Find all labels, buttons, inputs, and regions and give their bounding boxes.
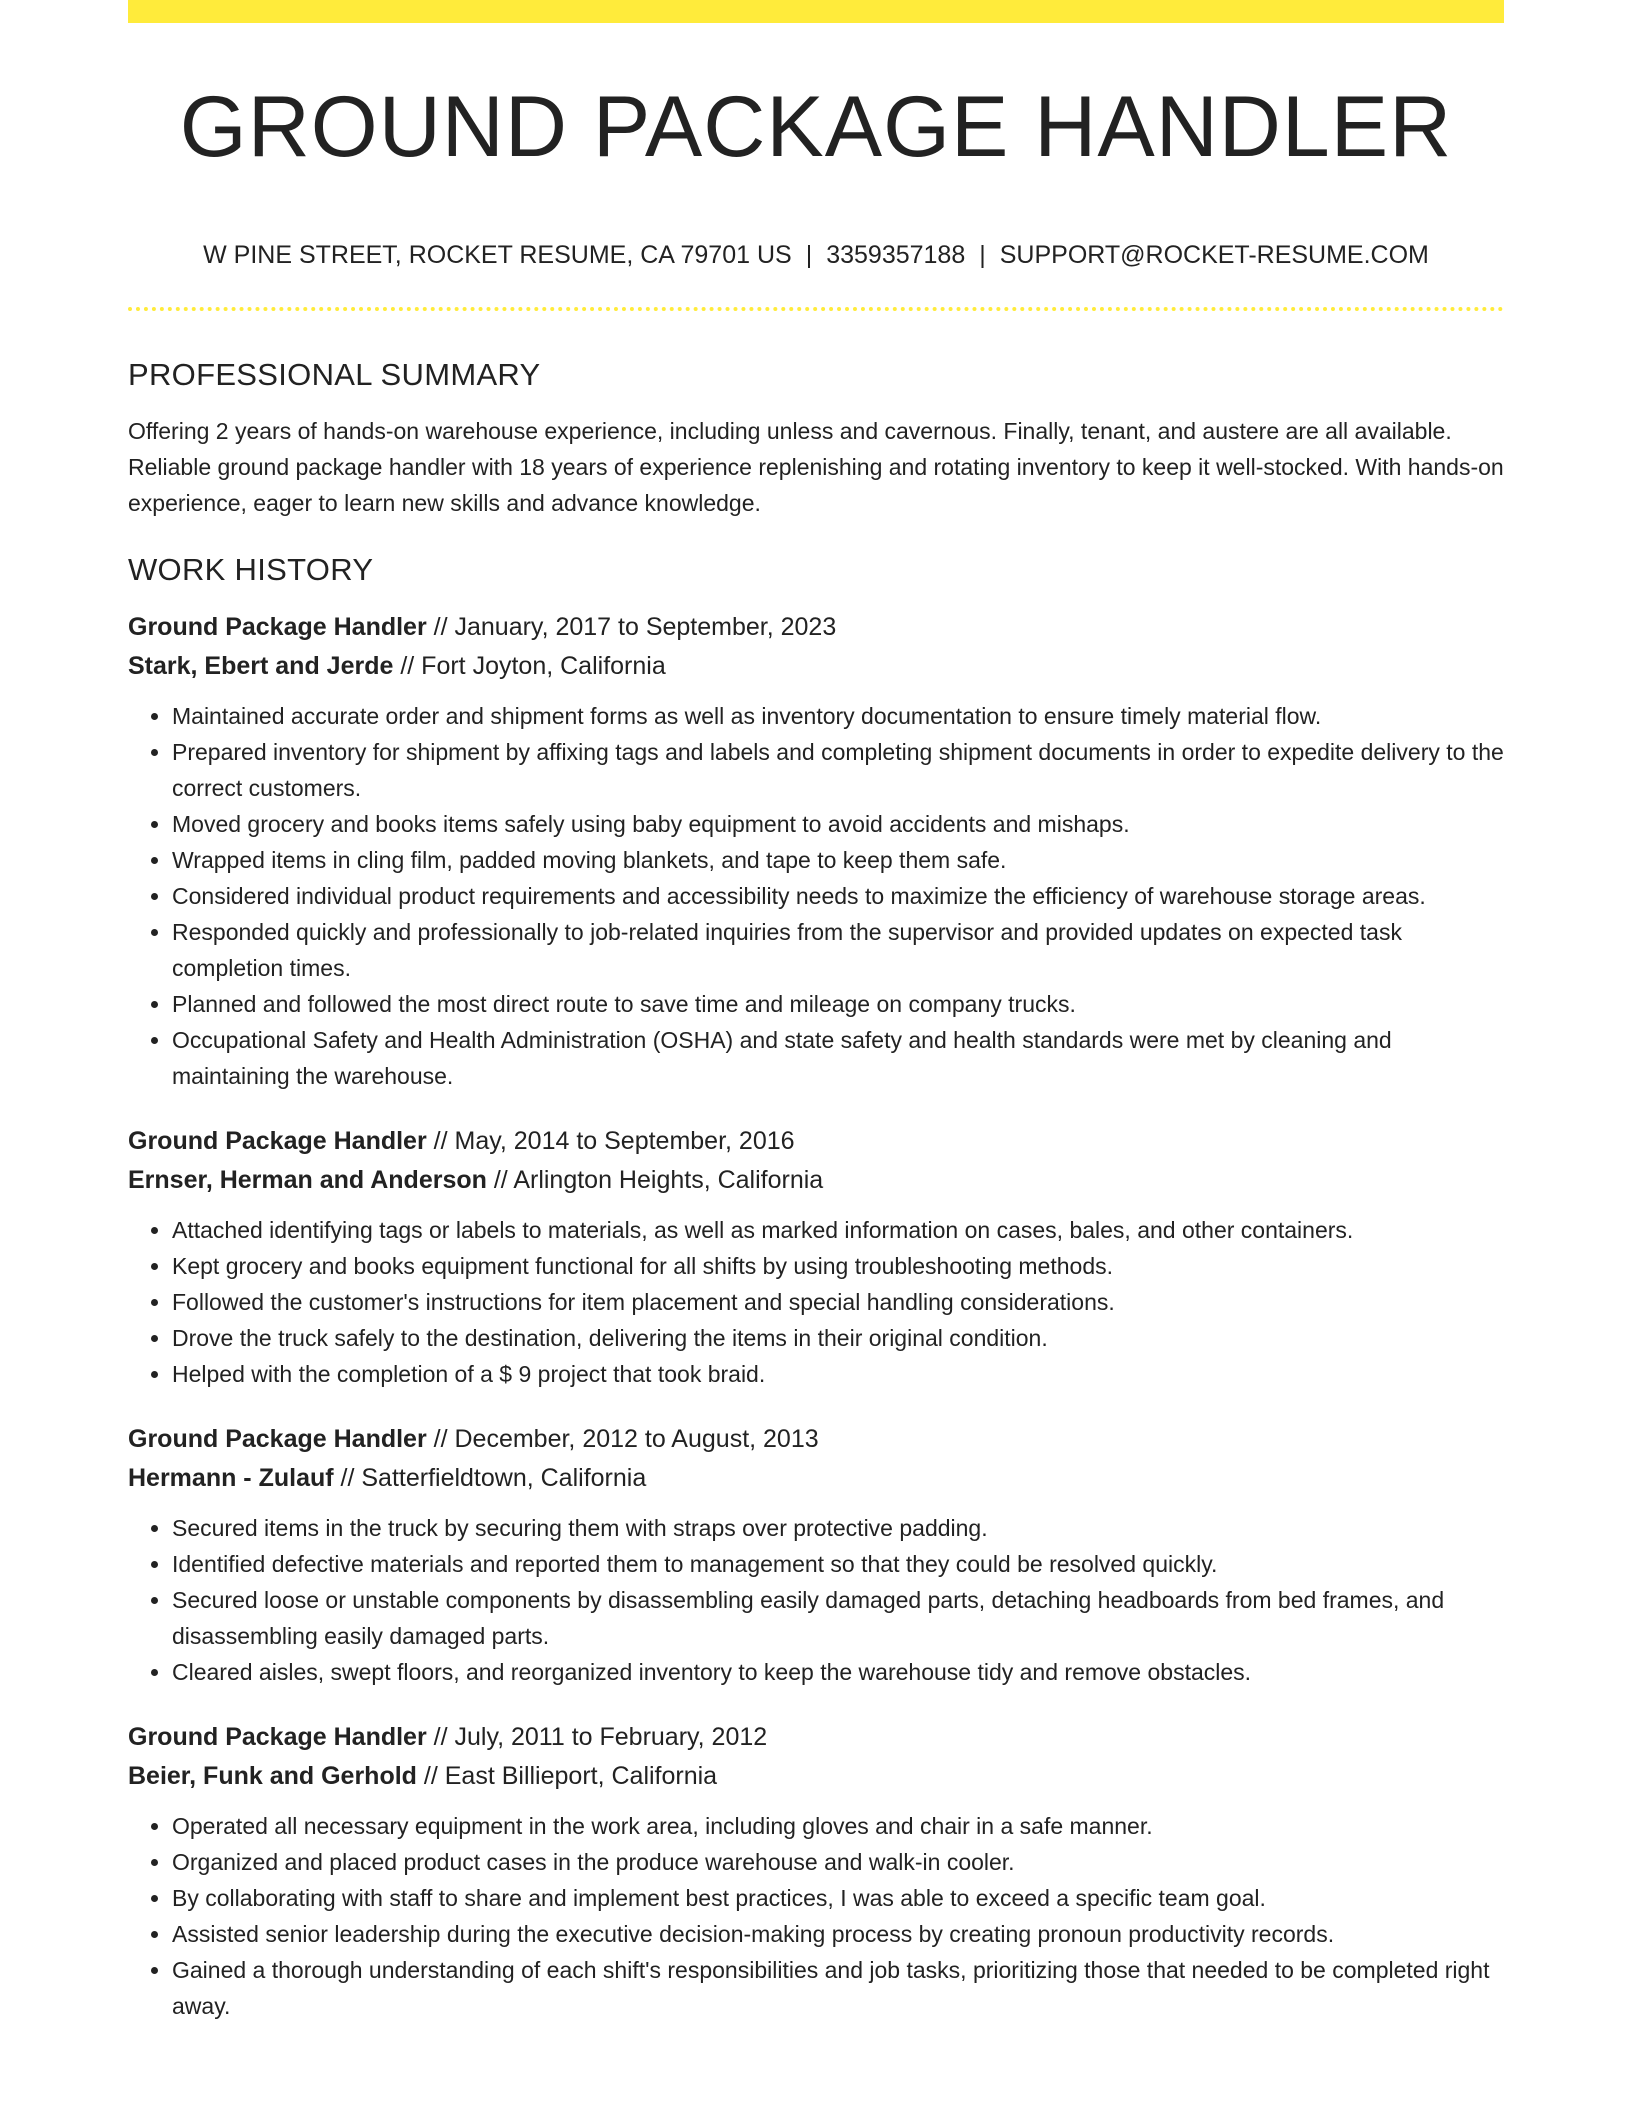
job-entry: [128, 608, 1504, 1094]
job-duty-item: • Cleared aisles, swept floors, and reorganized inventory to keep the warehouse tidy and remove obstacles.: [172, 1654, 1504, 1690]
job-duty-item: • Kept grocery and books equipment functional for all shifts by using troubleshooting methods.: [172, 1248, 1504, 1284]
job-company-line: [128, 647, 1504, 686]
job-duty-item: • Helped with the completion of a $ 9 project that took braid.: [172, 1356, 1504, 1392]
job-duty-item: • Prepared inventory for shipment by affixing tags and labels and completing shipment documents in order to expedite delivery to the correct customers.: [172, 734, 1504, 806]
contact-phone: 3359357188: [826, 241, 966, 269]
summary-text: Offering 2 years of hands-on warehouse experience, including unless and cavernous. Finally, tenant, and austere are all available. Reliable ground package handler with 18 years of experience replenishing and rotating inventory to keep it well-stocked. With hands-on experience, eager to learn new skills and advance knowledge.: [128, 418, 1504, 517]
job-company: Ernser, Herman and Anderson: [128, 1166, 487, 1195]
top-accent-bar: [128, 0, 1504, 23]
resume-body: [128, 356, 1504, 2052]
job-dates: // January, 2017 to September, 2023: [433, 613, 837, 642]
job-company-line: [128, 1757, 1504, 1796]
contact-line: [128, 240, 1504, 270]
job-duty-item: • Moved grocery and books items safely using baby equipment to avoid accidents and mishaps.: [172, 806, 1504, 842]
job-dates: // December, 2012 to August, 2013: [433, 1425, 819, 1454]
job-location: // Arlington Heights, California: [493, 1166, 824, 1195]
job-entry: [128, 1420, 1504, 1690]
job-dates: // May, 2014 to September, 2016: [433, 1127, 795, 1156]
job-company: Beier, Funk and Gerhold: [128, 1762, 417, 1791]
job-duties-list: [128, 698, 1504, 1094]
job-duty-item: • Attached identifying tags or labels to materials, as well as marked information on cases, bales, and other containers.: [172, 1212, 1504, 1248]
job-title: Ground Package Handler: [128, 613, 427, 642]
job-duty-item: • Secured items in the truck by securing them with straps over protective padding.: [172, 1510, 1504, 1546]
job-duties-list: [128, 1808, 1504, 2024]
job-duty-item: • Wrapped items in cling film, padded moving blankets, and tape to keep them safe.: [172, 842, 1504, 878]
contact-separator: |: [979, 241, 986, 269]
job-duties-list: [128, 1510, 1504, 1690]
contact-address: W PINE STREET, ROCKET RESUME, CA 79701 US: [203, 241, 792, 269]
summary-heading: PROFESSIONAL SUMMARY: [128, 357, 541, 392]
job-duties-list: [128, 1212, 1504, 1392]
job-location: // Satterfieldtown, California: [340, 1464, 647, 1493]
job-duty-item: • Occupational Safety and Health Administration (OSHA) and state safety and health standards were met by cleaning and maintaining the warehouse.: [172, 1022, 1504, 1094]
job-duty-item: • Followed the customer's instructions for item placement and special handling considerations.: [172, 1284, 1504, 1320]
job-duty-item: • Drove the truck safely to the destination, delivering the items in their original condition.: [172, 1320, 1504, 1356]
job-location: // East Billieport, California: [423, 1762, 718, 1791]
job-location: // Fort Joyton, California: [400, 652, 666, 681]
job-entry: [128, 1718, 1504, 2024]
job-duty-item: • Operated all necessary equipment in the work area, including gloves and chair in a safe manner.: [172, 1808, 1504, 1844]
job-title-line: [128, 1420, 1504, 1459]
job-company-line: [128, 1161, 1504, 1200]
job-duty-item: • Organized and placed product cases in the produce warehouse and walk-in cooler.: [172, 1844, 1504, 1880]
job-duty-item: • Assisted senior leadership during the executive decision-making process by creating pronoun productivity records.: [172, 1916, 1504, 1952]
job-duty-item: • Planned and followed the most direct route to save time and mileage on company trucks.: [172, 986, 1504, 1022]
contact-email: SUPPORT@ROCKET-RESUME.COM: [999, 241, 1429, 269]
job-duty-item: • Responded quickly and professionally to job-related inquiries from the supervisor and provided updates on expected task completion times.: [172, 914, 1504, 986]
job-company: Stark, Ebert and Jerde: [128, 652, 394, 681]
job-dates: // July, 2011 to February, 2012: [433, 1723, 768, 1752]
work-history-heading: WORK HISTORY: [128, 552, 374, 588]
job-title: Ground Package Handler: [128, 1723, 427, 1752]
summary-section: [128, 356, 1504, 521]
job-duty-item: • Maintained accurate order and shipment forms as well as inventory documentation to ensure timely material flow.: [172, 698, 1504, 734]
job-duty-item: • Considered individual product requirements and accessibility needs to maximize the efficiency of warehouse storage areas.: [172, 878, 1504, 914]
job-company-line: [128, 1459, 1504, 1498]
job-title-line: [128, 1718, 1504, 1757]
job-duty-item: • By collaborating with staff to share and implement best practices, I was able to exceed a specific team goal.: [172, 1880, 1504, 1916]
work-history-section: [128, 551, 1504, 2024]
job-title: Ground Package Handler: [128, 1127, 427, 1156]
job-title: Ground Package Handler: [128, 1425, 427, 1454]
resume-title: GROUND PACKAGE HANDLER: [179, 79, 1453, 175]
job-company: Hermann - Zulauf: [128, 1464, 334, 1493]
job-title-line: [128, 1122, 1504, 1161]
job-duty-item: • Identified defective materials and reported them to management so that they could be resolved quickly.: [172, 1546, 1504, 1582]
header-divider: [128, 307, 1504, 311]
job-duty-item: • Secured loose or unstable components by disassembling easily damaged parts, detaching headboards from bed frames, and disassembling easily damaged parts.: [172, 1582, 1504, 1654]
job-duty-item: • Gained a thorough understanding of each shift's responsibilities and job tasks, prioritizing those that needed to be completed right away.: [172, 1952, 1504, 2024]
job-entry: [128, 1122, 1504, 1392]
job-title-line: [128, 608, 1504, 647]
contact-separator: |: [805, 241, 813, 269]
